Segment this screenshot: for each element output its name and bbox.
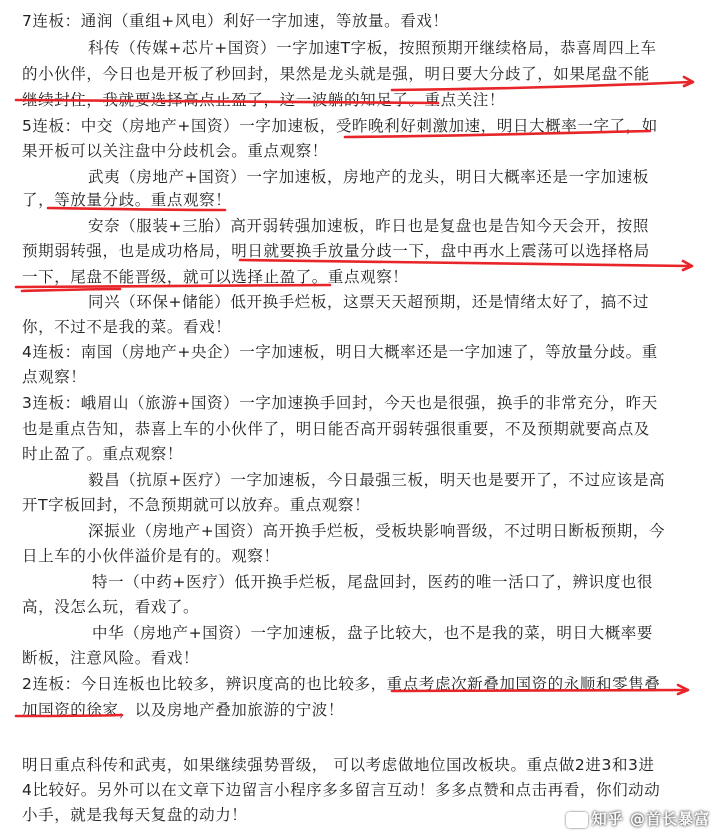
text-line: 小手，就是我每天复盘的动力！ [22,806,248,824]
text-line: 时止盈了。重点观察！ [22,445,184,463]
text-line: 断板，注意风险。看戏！ [22,649,200,667]
text-line: 7连板：通润（重组+风电）利好一字加速，等放量。看戏！ [22,12,449,30]
text-line: 中华（房地产+国资）一字加速板，盘子比较大，也不是我的菜，明日大概率要 [92,624,653,642]
zhihu-watermark [566,804,710,834]
text-line: 4连板：南国（房地产+央企）一字加速板，明日大概率还是一字加速了，等放量分歧。重 [22,343,658,361]
text-line: 5连板：中交（房地产+国资）一字加速板，受昨晚利好刺激加速，明日大概率一字了，如 [22,117,658,135]
text-line: 的小伙伴，今日也是开板了秒回封，果然是龙头就是强，明日要大分歧了，如果尾盘不能 [22,65,650,83]
text-line: 深振业（房地产+国资）高开换手烂板，受板块影响晋级，不过明日断板预期，今 [88,522,666,540]
text-line: 特一（中药+医疗）低开换手烂板，尾盘回封，医药的唯一活口了，辨识度也很 [92,573,653,591]
text-line: 2连板：今日连板也比较多，辨识度高的也比较多，重点考虑次新叠加国资的永顺和零售叠 [22,675,661,693]
text-line: 高，没怎么玩，看戏了。 [22,598,200,616]
text-line: 武夷（房地产+国资）一字加速板，房地产的龙头，明日大概率还是一字加速板 [88,168,649,186]
text-line: 毅昌（抗原+医疗）一字加速板，今日最强三板，明天也是要开了，不过应该是高 [88,471,666,489]
text-line: 一下，尾盘不能晋级，就可以选择止盈了。重点观察！ [22,268,409,286]
text-line: 预期弱转强，也是成功格局，明日就要换手放量分歧一下，盘中再水上震荡可以选择格局 [22,242,650,260]
text-line: 你，不过不是我的菜。看戏！ [22,318,232,336]
text-line: 加国资的徐家，以及房地产叠加旅游的宁波！ [22,701,345,719]
text-line: 安奈（服装+三胎）高开弱转强加速板，昨日也是复盘也是告知今天会开，按照 [88,217,649,235]
text-line: 也是重点告知，恭喜上车的小伙伴了，明日能否高开弱转强很重要，不及预期就要高点及 [22,420,650,438]
text-line: 继续封住，我就要选择高点止盈了，这一波躺的知足了。重点关注！ [22,91,506,109]
text-line: 果开板可以关注盘中分歧机会。重点观察！ [22,142,328,160]
text-line: 开T字板回封，不急预期就可以放弃。重点观察！ [22,496,371,514]
text-line: 3连板：峨眉山（旅游+国资）一字加速换手回封，今天也是很强，换手的非常充分，昨天 [22,394,658,412]
camera-icon [566,812,588,828]
text-line: 日上车的小伙伴溢价是有的。观察！ [22,547,280,565]
text-line: 明日重点科传和武夷，如果继续强势晋级， 可以考虑做地位国改板块。重点做2进3和3进 [22,756,655,774]
text-line: 4比较好。另外可以在文章下边留言小程序多多留言互动！多多点赞和点击再看，你们动动 [22,781,661,799]
text-line: 了，等放量分歧。重点观察！ [22,191,232,209]
text-line: 同兴（环保+储能）低开换手烂板，这票天天超预期，还是情绪太好了，搞不过 [88,293,649,311]
text-line: 科传（传媒+芯片+国资）一字加速T字板，按照预期开继续格局，恭喜周四上车 [88,39,657,57]
text-line: 点观察！ [22,368,87,386]
watermark-text: 知乎 @首长暴富 [591,810,710,828]
